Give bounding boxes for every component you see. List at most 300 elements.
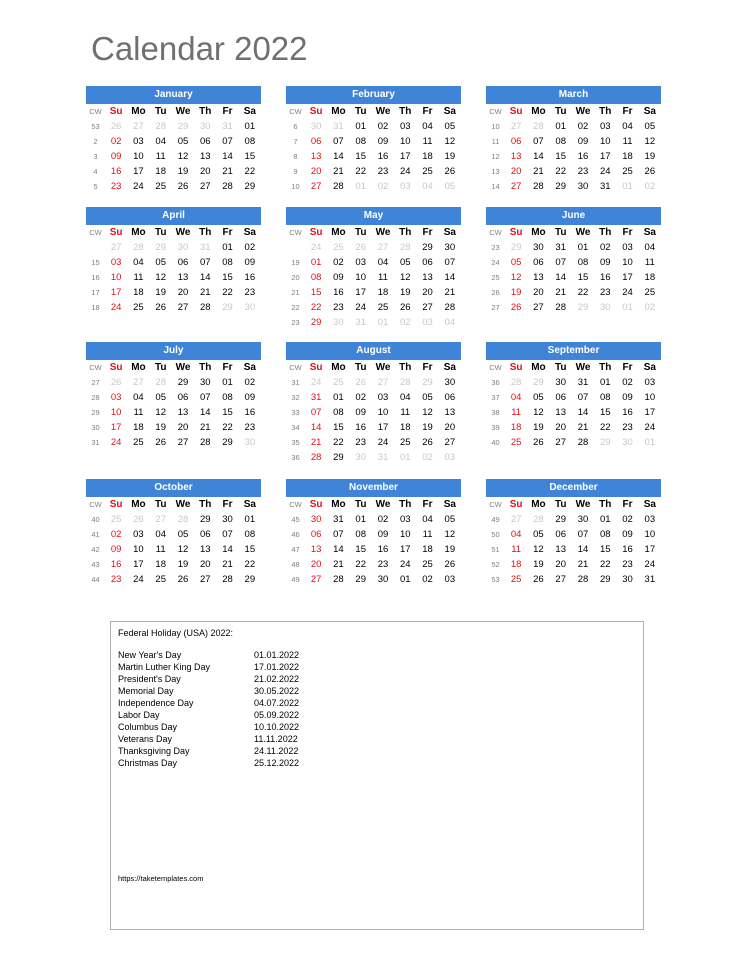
day-cell: 26 [533, 574, 544, 585]
calendar-week-number: 43 [91, 560, 100, 569]
day-cell: 30 [622, 574, 633, 585]
day-cell: 09 [244, 257, 256, 268]
day-cell: 21 [310, 437, 322, 448]
day-cell: 24 [622, 287, 633, 298]
day-cell: 30 [444, 377, 456, 388]
day-cell: 21 [333, 166, 344, 177]
week-row [486, 255, 661, 270]
day-cell: 05 [444, 181, 456, 192]
weekday-header: Tu [354, 106, 367, 117]
weekday-header: Sa [643, 499, 656, 510]
day-cell: 05 [177, 136, 189, 147]
day-cell: 27 [310, 574, 322, 585]
day-cell: 02 [644, 181, 656, 192]
day-cell: 17 [599, 151, 611, 162]
weekday-header: We [575, 227, 591, 238]
day-cell: 31 [377, 452, 389, 463]
calendar-week-number: 25 [491, 273, 500, 282]
weekday-header: We [175, 106, 191, 117]
day-cell: 26 [177, 181, 189, 192]
day-cell: 30 [355, 452, 366, 463]
day-cell: 10 [110, 407, 122, 418]
day-cell: 25 [133, 302, 144, 313]
day-cell: 23 [599, 287, 611, 298]
day-cell: 28 [177, 514, 189, 525]
day-cell: 10 [377, 407, 389, 418]
calendar-week-number: 20 [291, 273, 300, 282]
day-cell: 31 [333, 121, 344, 132]
day-cell: 26 [510, 302, 522, 313]
calendar-week-number: 29 [91, 408, 100, 417]
day-cell: 29 [555, 181, 566, 192]
day-cell: 06 [555, 529, 566, 540]
calendar-week-number: 47 [291, 545, 300, 554]
day-cell: 29 [222, 437, 233, 448]
weekday-header: Su [509, 106, 523, 117]
weekday-header: Mo [531, 362, 546, 373]
day-cell: 21 [199, 422, 211, 433]
day-cell: 02 [622, 514, 633, 525]
holiday-date: 11.11.2022 [254, 734, 298, 744]
weekday-header: Tu [554, 362, 567, 373]
calendar-week-number: 38 [491, 408, 500, 417]
calendar-week-number: 10 [291, 182, 300, 191]
calendar-week-number: 6 [293, 122, 298, 131]
month-march [486, 86, 661, 194]
day-cell: 14 [199, 272, 211, 283]
calendar-week-number: 21 [291, 288, 300, 297]
calendar-week-number: 50 [491, 530, 500, 539]
day-cell: 15 [310, 287, 322, 298]
day-cell: 24 [399, 559, 411, 570]
weekday-header: Su [509, 499, 523, 510]
week-row [286, 420, 461, 435]
weekday-header: Th [599, 499, 612, 510]
day-cell: 22 [310, 302, 322, 313]
month-january [86, 86, 261, 194]
day-cell: 28 [133, 242, 144, 253]
day-cell: 30 [222, 514, 233, 525]
day-cell: 17 [622, 272, 633, 283]
calendar-week-number: 37 [491, 393, 500, 402]
day-cell: 13 [555, 544, 566, 555]
day-cell: 25 [155, 574, 166, 585]
day-cell: 20 [555, 559, 566, 570]
day-cell: 06 [177, 392, 189, 403]
day-cell: 16 [244, 272, 256, 283]
day-cell: 07 [444, 257, 456, 268]
day-cell: 28 [199, 437, 211, 448]
day-cell: 29 [422, 377, 433, 388]
day-cell: 15 [577, 272, 589, 283]
holiday-row [118, 673, 299, 685]
day-cell: 23 [577, 166, 589, 177]
day-cell: 22 [355, 166, 366, 177]
day-cell: 30 [244, 437, 256, 448]
calendar-week-number: 18 [91, 303, 100, 312]
week-row [286, 557, 461, 572]
day-cell: 05 [533, 392, 544, 403]
day-cell: 03 [355, 257, 366, 268]
day-cell: 14 [333, 151, 344, 162]
day-cell: 03 [644, 377, 656, 388]
holiday-date: 10.10.2022 [254, 722, 300, 732]
week-row [486, 572, 661, 587]
day-cell: 03 [444, 574, 456, 585]
day-cell: 30 [599, 302, 611, 313]
day-cell: 31 [555, 242, 566, 253]
weekday-header: CW [289, 107, 302, 116]
week-row [86, 405, 261, 420]
weekday-header: Th [199, 499, 212, 510]
day-cell: 28 [533, 121, 544, 132]
calendar-week-number: 13 [491, 167, 500, 176]
day-cell: 15 [222, 407, 233, 418]
holiday-date: 05.09.2022 [254, 710, 300, 720]
day-cell: 29 [510, 242, 522, 253]
day-cell: 07 [577, 392, 589, 403]
week-row [86, 164, 261, 179]
calendar-week-number [286, 240, 305, 255]
day-cell: 18 [133, 287, 144, 298]
weekday-header: CW [289, 228, 302, 237]
day-cell: 04 [422, 514, 433, 525]
day-cell: 17 [644, 544, 656, 555]
week-row [286, 315, 461, 330]
day-cell: 30 [577, 514, 589, 525]
day-cell: 02 [244, 242, 256, 253]
weekday-header: Sa [443, 227, 456, 238]
day-cell: 12 [422, 407, 433, 418]
day-cell: 18 [510, 422, 522, 433]
day-cell: 03 [110, 392, 122, 403]
week-row [86, 300, 261, 315]
week-row [486, 300, 661, 315]
day-cell: 02 [377, 181, 389, 192]
holiday-row [118, 709, 299, 721]
day-cell: 27 [533, 302, 544, 313]
day-cell: 11 [511, 544, 522, 555]
day-cell: 27 [422, 302, 433, 313]
day-cell: 26 [355, 377, 366, 388]
day-cell: 07 [310, 407, 322, 418]
day-cell: 03 [399, 514, 411, 525]
day-cell: 29 [422, 242, 433, 253]
weekday-header: Fr [222, 106, 233, 117]
day-cell: 08 [222, 257, 233, 268]
day-cell: 16 [355, 422, 366, 433]
day-cell: 27 [510, 514, 522, 525]
day-cell: 27 [510, 181, 522, 192]
month-header: October [86, 479, 261, 497]
calendar-week-number: 52 [491, 560, 500, 569]
month-april [86, 207, 261, 315]
day-cell: 01 [244, 121, 256, 132]
calendar-week-number: 36 [491, 378, 500, 387]
day-cell: 05 [444, 514, 456, 525]
month-september [486, 342, 661, 450]
weekday-header: Th [399, 106, 412, 117]
day-cell: 02 [377, 121, 389, 132]
day-cell: 06 [199, 136, 211, 147]
day-cell: 26 [133, 514, 144, 525]
day-cell: 14 [555, 272, 566, 283]
weekday-header: Th [199, 106, 212, 117]
weekday-header: We [575, 499, 591, 510]
day-cell: 11 [511, 407, 522, 418]
week-row [286, 512, 461, 527]
holiday-date: 04.07.2022 [254, 698, 300, 708]
day-cell: 04 [444, 317, 456, 328]
day-cell: 04 [133, 257, 144, 268]
day-cell: 04 [422, 121, 433, 132]
day-cell: 04 [377, 257, 389, 268]
day-cell: 05 [177, 529, 189, 540]
day-cell: 30 [555, 377, 566, 388]
weekday-header: Tu [354, 499, 367, 510]
month-header: June [486, 207, 661, 225]
day-cell: 07 [555, 257, 566, 268]
day-cell: 29 [244, 574, 256, 585]
holiday-date: 30.05.2022 [254, 686, 300, 696]
day-cell: 20 [555, 422, 566, 433]
day-cell: 22 [599, 422, 611, 433]
day-cell: 28 [222, 181, 233, 192]
day-cell: 15 [555, 151, 566, 162]
day-cell: 12 [533, 407, 544, 418]
weekday-header: We [575, 362, 591, 373]
weekday-header: Fr [422, 362, 433, 373]
day-cell: 17 [110, 422, 122, 433]
weekday-header: Fr [422, 499, 433, 510]
day-cell: 06 [555, 392, 566, 403]
day-cell: 09 [355, 407, 366, 418]
day-cell: 22 [355, 559, 366, 570]
day-cell: 02 [110, 136, 122, 147]
day-cell: 21 [222, 559, 233, 570]
calendar-week-number: 8 [293, 152, 298, 161]
day-cell: 18 [422, 544, 433, 555]
calendar-week-number: 17 [91, 288, 100, 297]
day-cell: 12 [399, 272, 411, 283]
day-cell: 15 [355, 544, 366, 555]
week-row [286, 164, 461, 179]
day-cell: 27 [110, 242, 122, 253]
week-row [286, 119, 461, 134]
holiday-name: Labor Day [118, 710, 160, 720]
holiday-name: Independence Day [118, 698, 194, 708]
holiday-name: Thanksgiving Day [118, 746, 190, 756]
calendar-week-number: 3 [93, 152, 98, 161]
day-cell: 26 [422, 437, 433, 448]
day-cell: 11 [155, 544, 166, 555]
weekday-header: Fr [622, 499, 633, 510]
week-row [486, 405, 661, 420]
month-october [86, 479, 261, 587]
weekday-header: Mo [331, 362, 346, 373]
day-cell: 22 [222, 422, 233, 433]
weekday-header: CW [489, 500, 502, 509]
day-cell: 11 [133, 407, 144, 418]
weekday-header: Mo [131, 106, 146, 117]
day-cell: 28 [555, 302, 566, 313]
week-row [86, 134, 261, 149]
holiday-row [118, 745, 298, 757]
day-cell: 26 [155, 437, 166, 448]
source-url: https://taketemplates.com [118, 874, 204, 883]
day-cell: 15 [222, 272, 233, 283]
day-cell: 30 [199, 377, 211, 388]
day-cell: 19 [533, 559, 544, 570]
weekday-header: Tu [154, 499, 167, 510]
day-cell: 18 [155, 166, 166, 177]
week-row [86, 512, 261, 527]
day-cell: 02 [333, 257, 344, 268]
day-cell: 01 [599, 377, 611, 388]
day-cell: 22 [599, 559, 611, 570]
weekday-header: Sa [643, 362, 656, 373]
day-cell: 16 [377, 151, 389, 162]
day-cell: 07 [199, 257, 211, 268]
month-header: November [286, 479, 461, 497]
day-cell: 27 [555, 437, 566, 448]
day-cell: 19 [444, 151, 456, 162]
weekday-header: Mo [531, 227, 546, 238]
day-cell: 26 [444, 166, 456, 177]
day-cell: 27 [155, 514, 166, 525]
week-row [86, 119, 261, 134]
day-cell: 15 [599, 407, 611, 418]
holiday-name: Columbus Day [118, 722, 178, 732]
day-cell: 08 [244, 136, 256, 147]
weekday-header: CW [289, 363, 302, 372]
day-cell: 03 [599, 121, 611, 132]
day-cell: 01 [644, 437, 656, 448]
holiday-row [118, 649, 299, 661]
day-cell: 28 [155, 377, 166, 388]
weekday-header: We [175, 227, 191, 238]
day-cell: 16 [110, 559, 122, 570]
day-cell: 27 [199, 574, 211, 585]
month-may [286, 207, 461, 330]
day-cell: 25 [422, 166, 433, 177]
day-cell: 20 [510, 166, 522, 177]
day-cell: 07 [333, 136, 344, 147]
week-row [86, 149, 261, 164]
calendar-week-number: 19 [291, 258, 300, 267]
week-row [86, 572, 261, 587]
day-cell: 17 [399, 544, 411, 555]
day-cell: 01 [599, 514, 611, 525]
day-cell: 02 [644, 302, 656, 313]
week-row [286, 450, 461, 465]
day-cell: 12 [155, 407, 166, 418]
week-row [86, 285, 261, 300]
weekday-header: Mo [131, 362, 146, 373]
day-cell: 12 [177, 151, 189, 162]
day-cell: 16 [110, 166, 122, 177]
weekday-header: Tu [154, 227, 167, 238]
weekday-header: Su [309, 362, 323, 373]
holiday-date: 25.12.2022 [254, 758, 300, 768]
week-row [486, 375, 661, 390]
weekday-header: CW [89, 107, 102, 116]
month-header: April [86, 207, 261, 225]
day-cell: 31 [222, 121, 233, 132]
day-cell: 08 [244, 529, 256, 540]
day-cell: 08 [333, 407, 344, 418]
day-cell: 14 [199, 407, 211, 418]
weekday-header: Su [109, 362, 123, 373]
day-cell: 02 [244, 377, 256, 388]
day-cell: 05 [399, 257, 411, 268]
day-cell: 11 [133, 272, 144, 283]
calendar-week-number: 42 [91, 545, 100, 554]
weekday-header: Sa [243, 499, 256, 510]
day-cell: 13 [555, 407, 566, 418]
holiday-name: Christmas Day [118, 758, 178, 768]
day-cell: 27 [377, 377, 389, 388]
calendar-week-number: 31 [91, 438, 100, 447]
day-cell: 02 [622, 377, 633, 388]
day-cell: 03 [399, 181, 411, 192]
weekday-header: CW [89, 228, 102, 237]
day-cell: 24 [599, 166, 611, 177]
day-cell: 31 [644, 574, 656, 585]
weekday-header: Sa [643, 227, 656, 238]
weekday-header: Sa [443, 499, 456, 510]
week-row [486, 420, 661, 435]
day-cell: 29 [177, 377, 189, 388]
day-cell: 03 [377, 392, 389, 403]
day-cell: 27 [555, 574, 566, 585]
day-cell: 07 [199, 392, 211, 403]
week-row [486, 285, 661, 300]
weekday-header: Su [109, 499, 123, 510]
day-cell: 23 [110, 181, 122, 192]
day-cell: 22 [222, 287, 233, 298]
calendar-week-number: 46 [291, 530, 300, 539]
weekday-header: Sa [443, 362, 456, 373]
day-cell: 25 [644, 287, 656, 298]
day-cell: 26 [110, 121, 122, 132]
week-row [286, 149, 461, 164]
day-cell: 05 [644, 121, 656, 132]
day-cell: 22 [244, 166, 256, 177]
day-cell: 17 [644, 407, 656, 418]
day-cell: 21 [199, 287, 211, 298]
day-cell: 30 [444, 242, 456, 253]
day-cell: 27 [133, 121, 144, 132]
weekday-header: Fr [222, 362, 233, 373]
day-cell: 10 [599, 136, 611, 147]
weekday-header: Th [599, 106, 612, 117]
day-cell: 14 [577, 407, 589, 418]
week-row [86, 557, 261, 572]
week-row [486, 512, 661, 527]
day-cell: 22 [244, 559, 256, 570]
weekday-header: Th [199, 362, 212, 373]
calendar-week-number: 48 [291, 560, 300, 569]
day-cell: 01 [399, 574, 411, 585]
day-cell: 28 [222, 574, 233, 585]
day-cell: 10 [355, 272, 366, 283]
day-cell: 25 [333, 377, 344, 388]
day-cell: 19 [422, 422, 433, 433]
week-row [86, 542, 261, 557]
day-cell: 29 [333, 452, 344, 463]
weekday-header: CW [89, 500, 102, 509]
